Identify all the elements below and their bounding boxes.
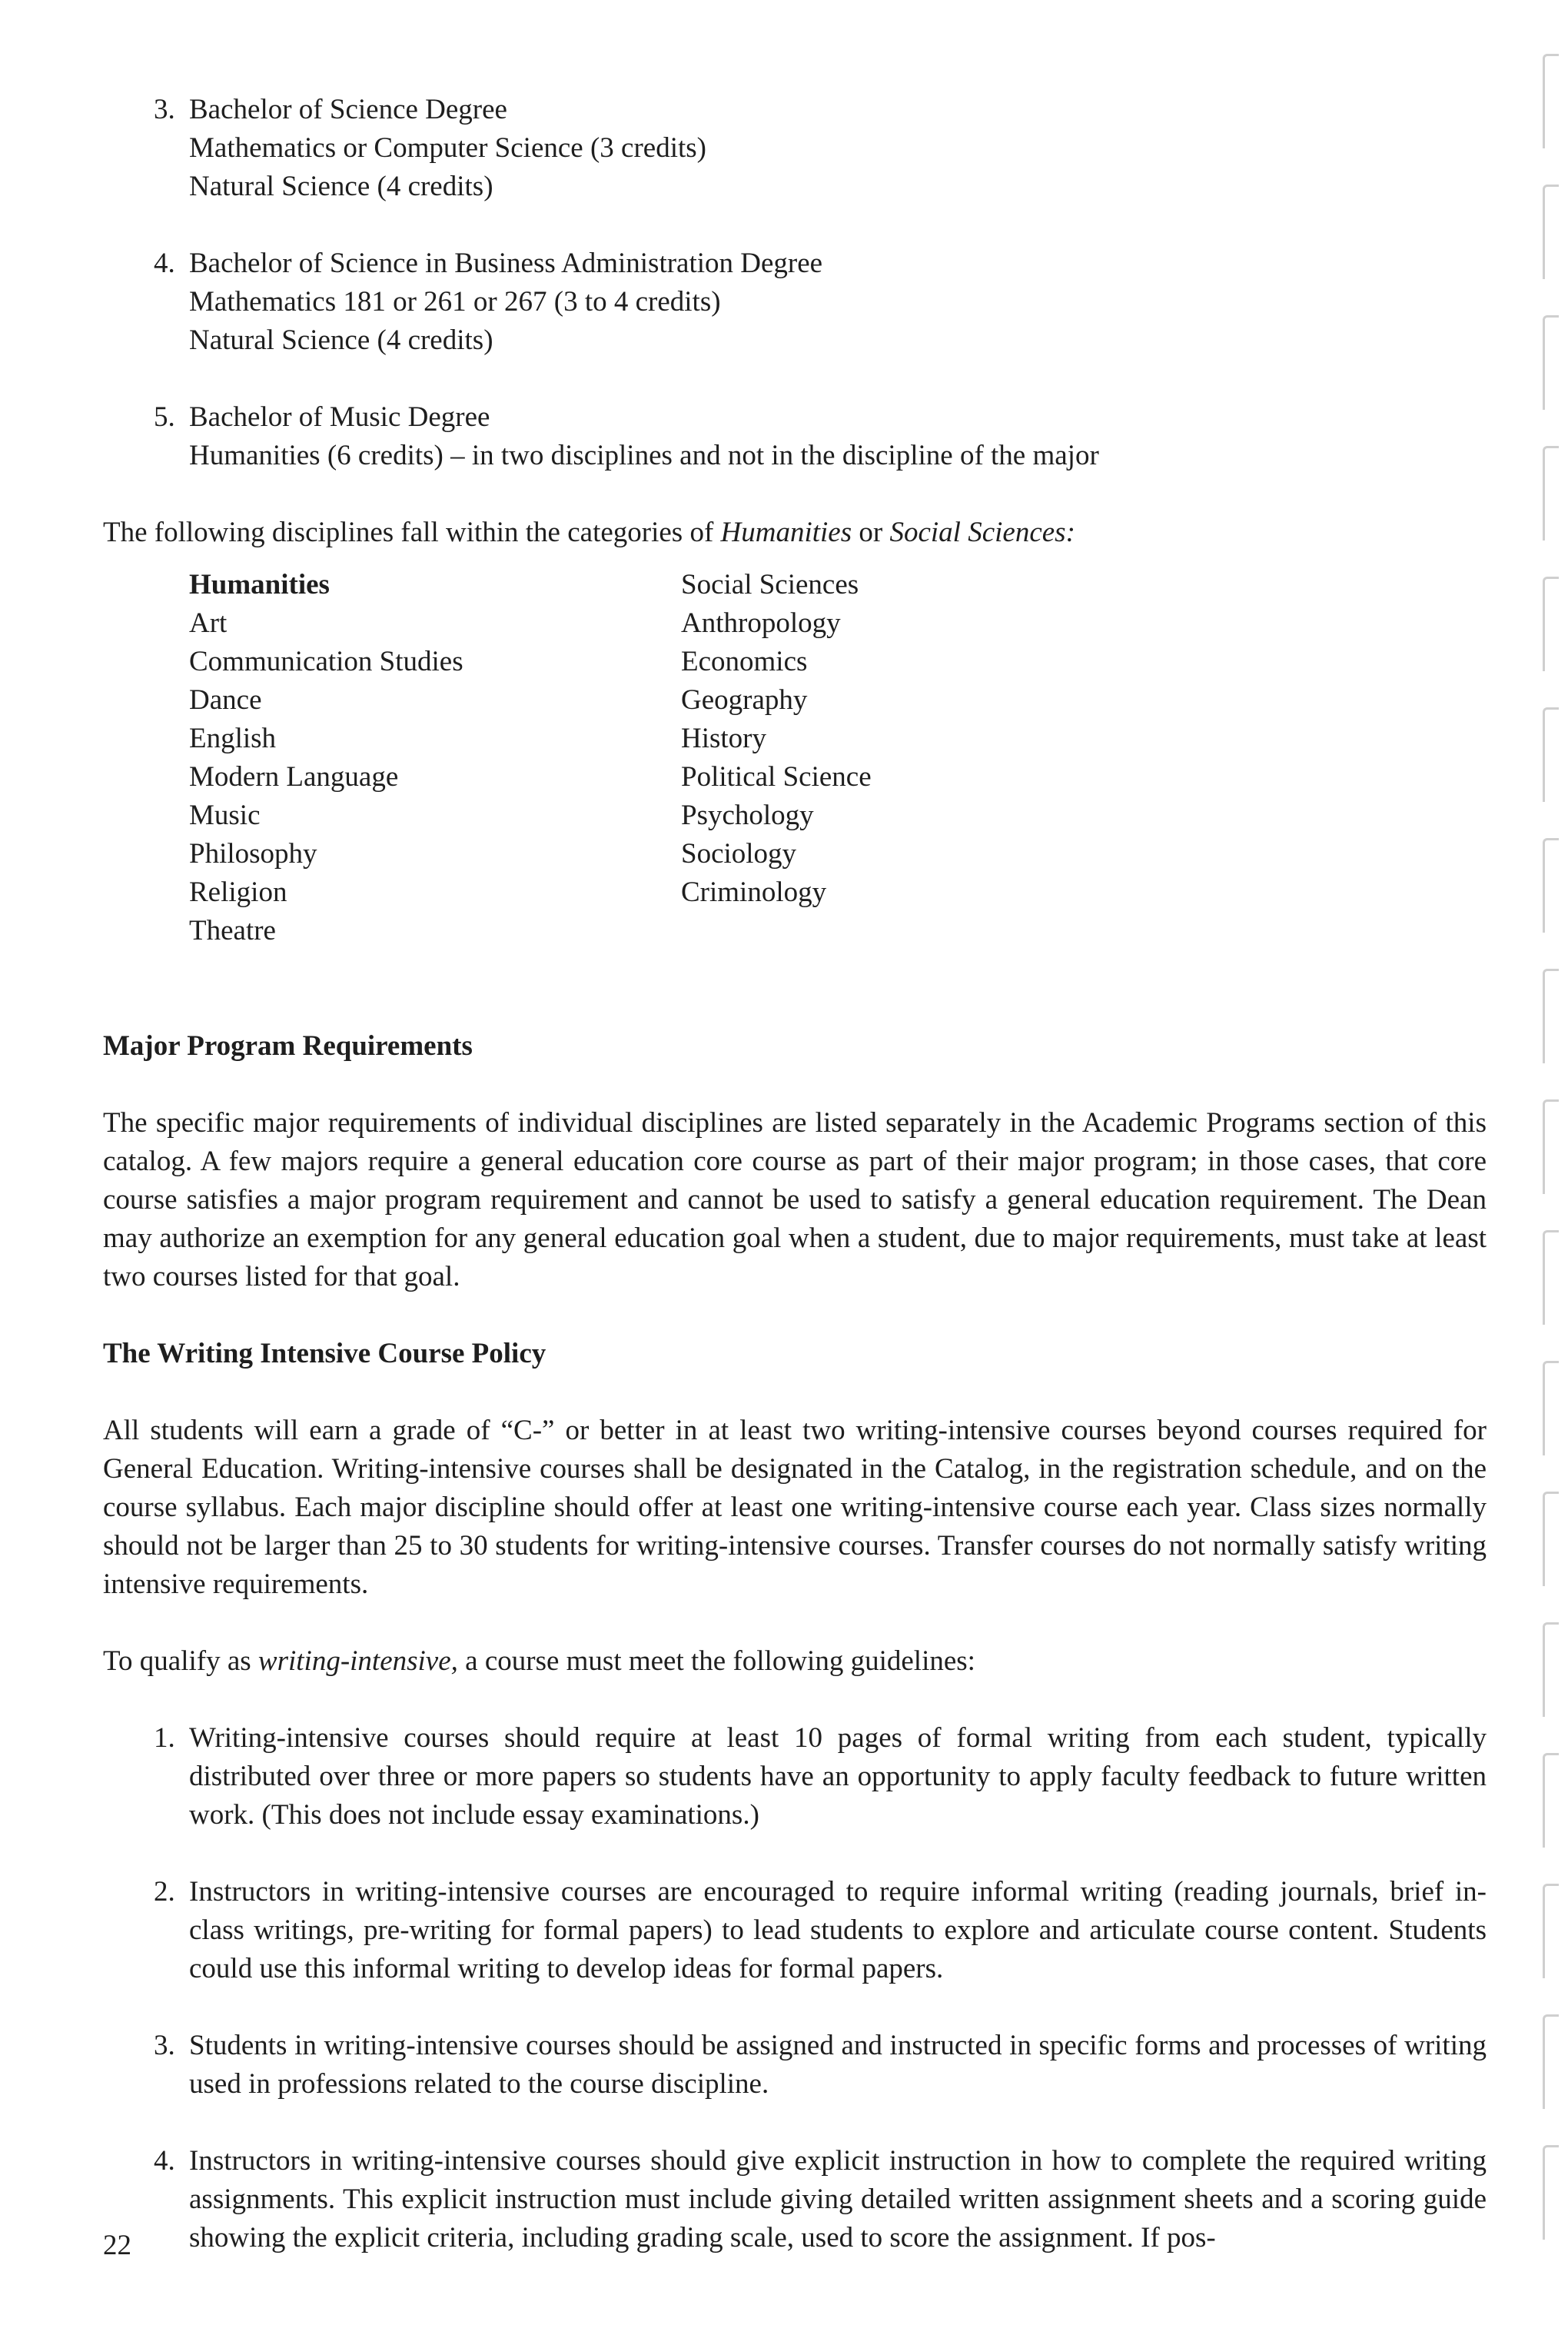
binding-mark bbox=[1543, 2014, 1559, 2109]
binding-mark bbox=[1543, 969, 1559, 1063]
qualify-suffix: a course must meet the following guidelines: bbox=[457, 1645, 975, 1677]
degree-title: Bachelor of Science in Business Administration Degree bbox=[189, 248, 823, 279]
degree-number: 5. bbox=[154, 401, 175, 433]
humanities-item: Theatre bbox=[189, 915, 276, 946]
social-sciences-column bbox=[681, 566, 872, 912]
writing-policy-heading: The Writing Intensive Course Policy bbox=[103, 1338, 546, 1369]
page-number: 22 bbox=[103, 2230, 131, 2261]
degree-title: Bachelor of Science Degree bbox=[189, 94, 507, 125]
binding-mark bbox=[1543, 577, 1559, 671]
major-program-text: The specific major requirements of individual disciplines are listed separately in the Academic Programs section of this catalog. A few majors require a general education core course as part of their major program; in those cases, that core course satisfies a major program requirement and cannot be used to satisfy a general education requirement. The Dean may authorize an exemption for any general education goal when a student, due to major requirements, must take at least two courses listed for that goal. bbox=[103, 1107, 1487, 1292]
social-sciences-item: Anthropology bbox=[681, 607, 841, 639]
discipline-columns bbox=[189, 566, 1487, 990]
binding-mark bbox=[1543, 54, 1559, 148]
degree-number: 3. bbox=[154, 94, 175, 125]
degree-item bbox=[103, 398, 1487, 475]
social-sciences-item: Geography bbox=[681, 684, 808, 716]
guideline-text: Writing-intensive courses should require at least 10 pages of formal writing from each student, typically distributed over three or more papers so students have an opportunity to apply faculty feedback to future written work. (This does not include essay examinations.) bbox=[189, 1722, 1487, 1831]
binding-mark bbox=[1543, 1622, 1559, 1717]
guideline-number: 3. bbox=[154, 2030, 175, 2061]
degree-requirement: Natural Science (4 credits) bbox=[189, 324, 493, 356]
binding-mark bbox=[1543, 1884, 1559, 1978]
qualify-prefix: To qualify as bbox=[103, 1645, 258, 1677]
intro-suffix: : bbox=[1065, 517, 1075, 548]
humanities-item: Modern Language bbox=[189, 761, 399, 793]
degree-requirement: Mathematics 181 or 261 or 267 (3 to 4 credits) bbox=[189, 286, 721, 318]
humanities-item: Music bbox=[189, 800, 261, 831]
disciplines-intro bbox=[103, 514, 1487, 552]
binding-mark bbox=[1543, 446, 1559, 541]
guideline-number: 1. bbox=[154, 1722, 175, 1754]
binding-mark bbox=[1543, 315, 1559, 410]
intro-humanities: Humanities bbox=[720, 517, 852, 548]
degree-title: Bachelor of Music Degree bbox=[189, 401, 490, 433]
guideline-item bbox=[103, 2142, 1487, 2257]
binding-mark bbox=[1543, 1361, 1559, 1455]
qualify-statement bbox=[103, 1642, 1487, 1681]
guideline-item bbox=[103, 1873, 1487, 1988]
degree-requirement: Humanities (6 credits) – in two disciplines and not in the discipline of the major bbox=[189, 440, 1099, 471]
degree-requirement: Mathematics or Computer Science (3 credits) bbox=[189, 132, 706, 164]
binding-mark bbox=[1543, 707, 1559, 802]
binding-mark bbox=[1543, 838, 1559, 933]
binding-mark bbox=[1543, 1492, 1559, 1586]
intro-social-sciences: Social Sciences bbox=[889, 517, 1066, 548]
social-sciences-item: Criminology bbox=[681, 876, 827, 908]
degree-list bbox=[103, 91, 1487, 475]
writing-policy-text: All students will earn a grade of “C-” or better in at least two writing-intensive courses beyond courses required for General Education. Writing-intensive courses shall be designated in the Catalog, in the registration schedule, and on the course syllabus. Each major discipline should offer at least one writing-intensive course each year. Class sizes normally should not be larger than 25 to 30 students for writing-intensive courses. Transfer courses do not normally satisfy writing intensive requirements. bbox=[103, 1415, 1487, 1600]
humanities-item: Religion bbox=[189, 876, 287, 908]
binding-mark bbox=[1543, 1753, 1559, 1848]
degree-requirement: Natural Science (4 credits) bbox=[189, 171, 493, 202]
guideline-item bbox=[103, 2027, 1487, 2104]
intro-or: or bbox=[852, 517, 890, 548]
binding-mark bbox=[1543, 1099, 1559, 1194]
intro-prefix: The following disciplines fall within the categories of bbox=[103, 517, 721, 548]
degree-number: 4. bbox=[154, 248, 175, 279]
degree-item bbox=[103, 244, 1487, 360]
humanities-item: Philosophy bbox=[189, 838, 317, 870]
guideline-text: Instructors in writing-intensive courses are encouraged to require informal writing (reading journals, brief in-class writings, pre-writing for formal papers) to lead students to explore and articulate course content. Students could use this informal writing to develop ideas for formal papers. bbox=[189, 1876, 1487, 1984]
social-sciences-item: Political Science bbox=[681, 761, 872, 793]
humanities-item: Communication Studies bbox=[189, 646, 463, 677]
binding-edge bbox=[1522, 0, 1568, 2335]
guideline-list bbox=[103, 1719, 1487, 2257]
social-sciences-item: History bbox=[681, 723, 766, 754]
humanities-item: English bbox=[189, 723, 277, 754]
binding-mark bbox=[1543, 185, 1559, 279]
qualify-term: writing-intensive, bbox=[257, 1645, 458, 1677]
humanities-item: Dance bbox=[189, 684, 262, 716]
social-sciences-heading: Social Sciences bbox=[681, 569, 859, 600]
guideline-text: Students in writing-intensive courses should be assigned and instructed in specific forms and processes of writing used in professions related to the course discipline. bbox=[189, 2030, 1487, 2100]
page-content bbox=[103, 91, 1487, 2257]
guideline-text: Instructors in writing-intensive courses should give explicit instruction in how to complete the required writing assignments. This explicit instruction must include giving detailed written assignment sheets and a scoring guide showing the explicit criteria, including grading scale, used to score the assignment. If pos- bbox=[189, 2145, 1487, 2254]
degree-item bbox=[103, 91, 1487, 206]
social-sciences-item: Economics bbox=[681, 646, 808, 677]
major-program-heading: Major Program Requirements bbox=[103, 1030, 473, 1062]
guideline-number: 2. bbox=[154, 1876, 175, 1908]
binding-mark bbox=[1543, 1230, 1559, 1325]
binding-mark bbox=[1543, 2145, 1559, 2240]
humanities-heading: Humanities bbox=[189, 569, 330, 600]
humanities-item: Art bbox=[189, 607, 228, 639]
guideline-number: 4. bbox=[154, 2145, 175, 2177]
guideline-item bbox=[103, 1719, 1487, 1834]
social-sciences-item: Psychology bbox=[681, 800, 814, 831]
humanities-column bbox=[189, 566, 463, 950]
social-sciences-item: Sociology bbox=[681, 838, 797, 870]
